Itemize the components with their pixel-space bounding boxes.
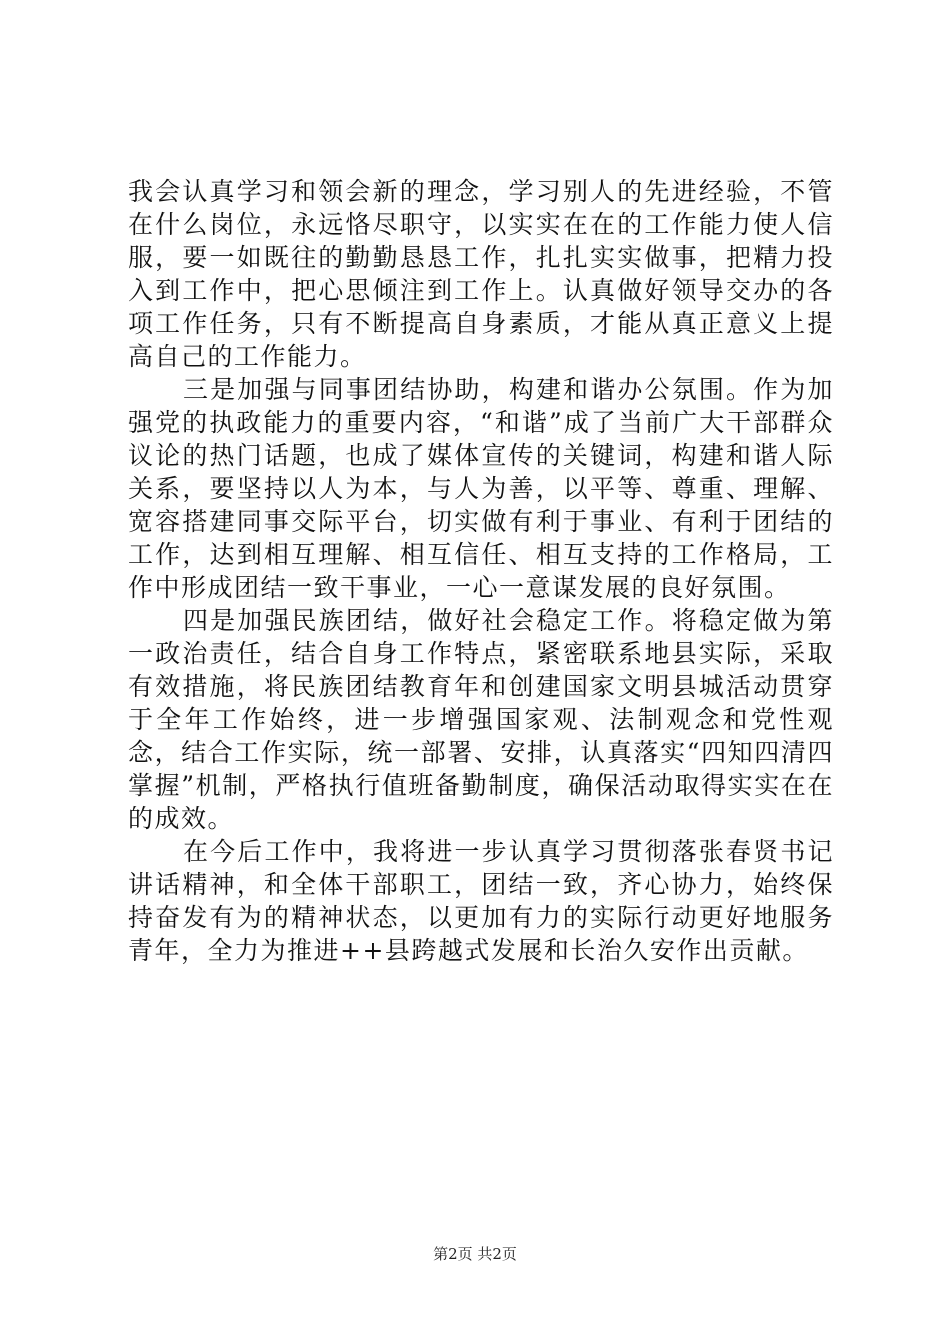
page-number-footer: 第2页 共2页 <box>433 1245 517 1263</box>
paragraph-point-four: 四是加强民族团结，做好社会稳定工作。将稳定做为第一政治责任，结合自身工作特点，紧密联系地县实际，采取有效措施，将民族团结教育年和创建国家文明县城活动贯穿于全年工作始终，进一步增强国家观、法制观念和党性观念，结合工作实际，统一部署、安排，认真落实“四知四清四掌握”机制，严格执行值班备勤制度，确保活动取得实实在在的成效。 <box>128 606 834 833</box>
paragraph-continuation: 我会认真学习和领会新的理念，学习别人的先进经验，不管在什么岗位，永远恪尽职守，以实实在在的工作能力使人信服，要一如既往的勤勤恳恳工作，扎扎实实做事，把精力投入到工作中，把心思倾注到工作上。认真做好领导交办的各项工作任务，只有不断提高自身素质，才能从真正意义上提高自己的工作能力。 <box>128 177 834 371</box>
paragraph-point-three: 三是加强与同事团结协助，构建和谐办公氛围。作为加强党的执政能力的重要内容，“和谐”成了当前广大干部群众议论的热门话题，也成了媒体宣传的关键词，构建和谐人际关系，要坚持以人为本，与人为善，以平等、尊重、理解、宽容搭建同事交际平台，切实做有利于事业、有利于团结的工作，达到相互理解、相互信任、相互支持的工作格局，工作中形成团结一致干事业，一心一意谋发展的良好氛围。 <box>128 375 834 602</box>
document-body <box>128 175 834 967</box>
paragraph-conclusion: 在今后工作中，我将进一步认真学习贯彻落张春贤书记讲话精神，和全体干部职工，团结一致，齐心协力，始终保持奋发有为的精神状态，以更加有力的实际行动更好地服务青年，全力为推进++县跨越式发展和长治久安作出贡献。 <box>128 837 834 965</box>
